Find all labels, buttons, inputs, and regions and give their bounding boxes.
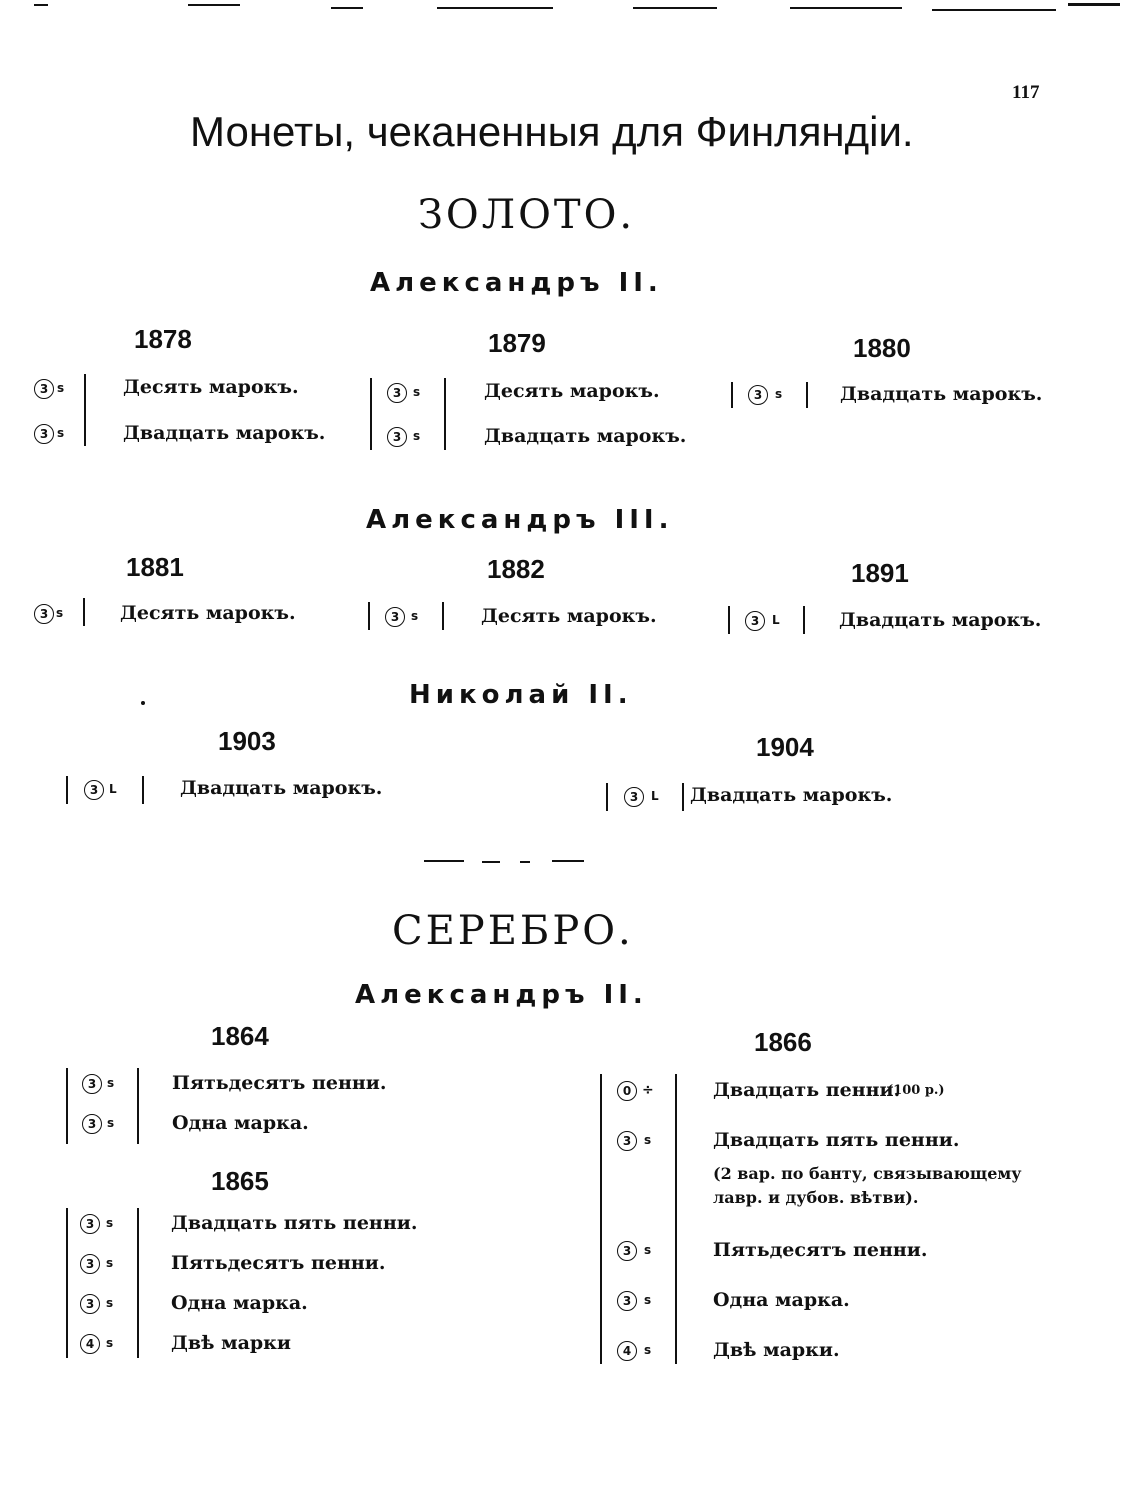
- top-rule: [331, 7, 363, 9]
- grade-circle-icon: 3: [624, 787, 644, 807]
- gold-heading: ЗОЛОТО.: [418, 192, 636, 238]
- coin-note: (2 вар. по банту, связывающему лавр. и дубов. вѣтви).: [713, 1164, 1022, 1207]
- coin-item: Десять марокъ.: [123, 376, 299, 398]
- year-label: 1865: [211, 1166, 269, 1196]
- coin-item: Одна марка.: [171, 1292, 308, 1314]
- mint-mark: s: [644, 1243, 652, 1257]
- mint-mark: s: [106, 1336, 114, 1350]
- year-label: 1866: [754, 1027, 812, 1057]
- year-label: 1891: [851, 558, 909, 588]
- year-label: 1864: [211, 1021, 269, 1051]
- section-separator: [482, 861, 500, 863]
- mint-mark: s: [644, 1343, 652, 1357]
- year-label: 1880: [853, 333, 911, 363]
- coin-item: Пятьдесятъ пенни.: [713, 1239, 928, 1261]
- grade-circle-icon: 3: [617, 1291, 637, 1311]
- coin-item: Десять марокъ.: [484, 380, 660, 402]
- column-divider: [66, 1208, 68, 1358]
- ruler-heading: Николай II.: [409, 680, 633, 710]
- grade-circle-icon: 3: [34, 424, 54, 444]
- ruler-heading: Александръ III.: [366, 505, 674, 535]
- mint-mark: s: [644, 1293, 652, 1307]
- grade-circle-icon: 3: [34, 604, 54, 624]
- column-divider: [368, 602, 370, 630]
- grade-circle-icon: 3: [80, 1214, 100, 1234]
- grade-circle-icon: 3: [82, 1114, 102, 1134]
- coin-item: Десять марокъ.: [481, 605, 657, 627]
- coin-item: Двадцать марокъ.: [839, 609, 1042, 631]
- grade-circle-icon: 3: [617, 1131, 637, 1151]
- mint-mark: s: [644, 1133, 652, 1147]
- coin-item: Двадцать пять пенни.: [171, 1212, 418, 1234]
- coin-item: Одна марка.: [172, 1112, 309, 1134]
- mint-mark: L: [109, 782, 117, 796]
- year-label: 1878: [134, 324, 192, 354]
- grade-circle-icon: 3: [80, 1294, 100, 1314]
- grade-circle-icon: 3: [617, 1241, 637, 1261]
- grade-circle-icon: 3: [385, 607, 405, 627]
- coin-item: Пятьдесятъ пенни.: [171, 1252, 386, 1274]
- column-divider: [83, 598, 85, 626]
- grade-circle-icon: 3: [387, 427, 407, 447]
- column-divider: [66, 776, 68, 804]
- coin-item: Двадцать марокъ.: [180, 777, 383, 799]
- mint-mark: ÷: [642, 1082, 654, 1098]
- year-label: 1881: [126, 552, 184, 582]
- mint-mark: s: [106, 1296, 114, 1310]
- column-divider: [137, 1208, 139, 1358]
- mint-mark: s: [413, 429, 421, 443]
- top-rule: [188, 4, 240, 6]
- mint-mark: s: [413, 385, 421, 399]
- top-rule: [1068, 3, 1120, 6]
- mint-mark: s: [57, 381, 65, 395]
- coin-item: Десять марокъ.: [120, 602, 296, 624]
- silver-heading: СЕРЕБРО.: [392, 908, 634, 954]
- grade-circle-icon: 3: [34, 379, 54, 399]
- column-divider: [142, 776, 144, 804]
- section-separator: [552, 860, 584, 862]
- section-separator: [424, 860, 464, 862]
- column-divider: [442, 602, 444, 630]
- column-divider: [682, 783, 684, 811]
- column-divider: [84, 374, 86, 446]
- coin-item: Двадцать пенни.: [713, 1079, 901, 1101]
- mint-mark: L: [772, 613, 780, 627]
- grade-circle-icon: 3: [745, 611, 765, 631]
- mint-mark: s: [411, 609, 419, 623]
- grade-circle-icon: 3: [84, 780, 104, 800]
- year-label: 1879: [488, 328, 546, 358]
- mint-mark: s: [57, 426, 65, 440]
- year-label: 1903: [218, 726, 276, 756]
- coin-item: Двадцать пять пенни.: [713, 1129, 960, 1151]
- ruler-heading: Александръ II.: [370, 268, 663, 298]
- top-rule: [437, 7, 553, 9]
- grade-circle-icon: 3: [748, 385, 768, 405]
- coin-item: Пятьдесятъ пенни.: [172, 1072, 387, 1094]
- page-title: Монеты, чеканенныя для Финляндіи.: [190, 108, 914, 155]
- grade-circle-icon: 3: [80, 1254, 100, 1274]
- top-rule: [790, 7, 902, 9]
- column-divider: [444, 378, 446, 450]
- column-divider: [66, 1068, 68, 1144]
- column-divider: [806, 382, 808, 408]
- top-rule: [633, 7, 717, 9]
- ruler-heading: Александръ II.: [355, 980, 648, 1010]
- coin-note: (100 р.): [887, 1083, 945, 1098]
- column-divider: [370, 378, 372, 450]
- mint-mark: s: [107, 1116, 115, 1130]
- mint-mark: s: [106, 1256, 114, 1270]
- top-rule: [932, 9, 1056, 11]
- column-divider: [731, 382, 733, 408]
- grade-circle-icon: 3: [387, 383, 407, 403]
- coin-item: Двадцать марокъ.: [840, 383, 1043, 405]
- column-divider: [675, 1074, 677, 1364]
- column-divider: [728, 606, 730, 634]
- year-label: 1904: [756, 732, 814, 762]
- mint-mark: L: [651, 789, 659, 803]
- page-number: 117: [1012, 82, 1040, 103]
- mint-mark: s: [106, 1216, 114, 1230]
- coin-item: Одна марка.: [713, 1289, 850, 1311]
- mint-mark: s: [775, 387, 783, 401]
- mint-mark: s: [56, 606, 64, 620]
- column-divider: [600, 1074, 602, 1364]
- section-separator: [520, 861, 530, 863]
- column-divider: [803, 606, 805, 634]
- coin-item: Двадцать марокъ.: [123, 422, 326, 444]
- stray-dot: [141, 701, 145, 705]
- coin-item: Двадцать марокъ.: [690, 784, 893, 806]
- mint-mark: s: [107, 1076, 115, 1090]
- grade-circle-icon: 4: [80, 1334, 100, 1354]
- top-rule: [34, 4, 48, 6]
- column-divider: [137, 1068, 139, 1144]
- coin-item: Двѣ марки: [171, 1332, 291, 1354]
- column-divider: [606, 783, 608, 811]
- grade-circle-icon: 0: [617, 1081, 637, 1101]
- coin-item: Двадцать марокъ.: [484, 425, 687, 447]
- grade-circle-icon: 4: [617, 1341, 637, 1361]
- coin-item: Двѣ марки.: [713, 1339, 840, 1361]
- grade-circle-icon: 3: [82, 1074, 102, 1094]
- year-label: 1882: [487, 554, 545, 584]
